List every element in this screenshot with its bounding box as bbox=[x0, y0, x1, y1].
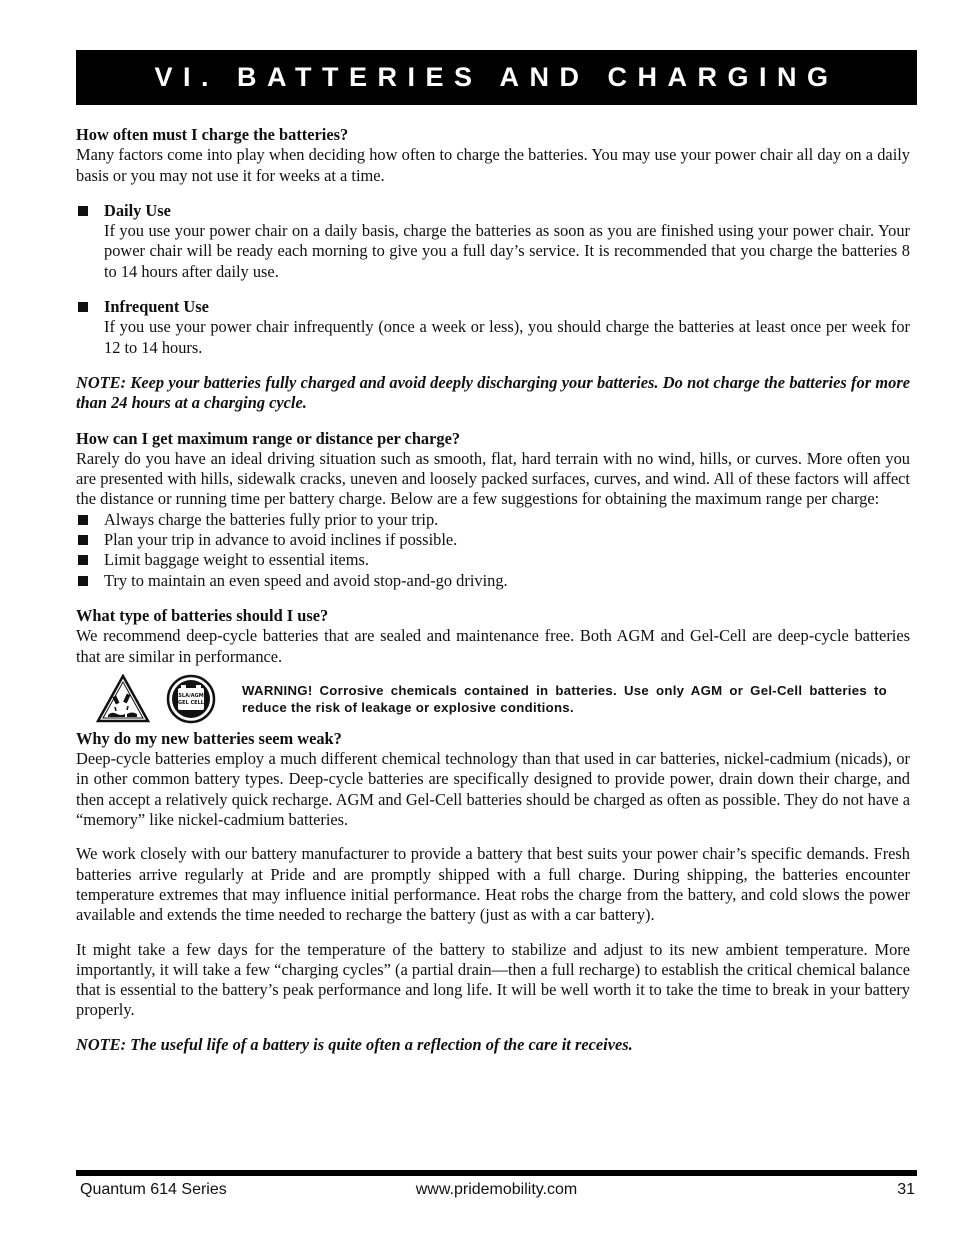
note-charging: NOTE: Keep your batteries fully charged and avoid deeply discharging your batteries. Do not charge the batteries for more than 24 hours at a charging cycle. bbox=[76, 372, 910, 413]
footer-website: www.pridemobility.com bbox=[415, 1181, 578, 1198]
section-title: VI. BATTERIES AND CHARGING bbox=[154, 62, 839, 93]
footer-product-name: Quantum 614 Series bbox=[80, 1181, 227, 1198]
square-bullet-icon bbox=[78, 206, 88, 216]
daily-use-block bbox=[76, 201, 910, 282]
question-battery-type: What type of batteries should I use? bbox=[76, 605, 329, 625]
range-suggestions-list bbox=[76, 510, 910, 591]
list-item: Always charge the batteries fully prior to your trip. bbox=[76, 510, 910, 530]
daily-use-title: Daily Use bbox=[104, 200, 171, 220]
corrosive-hazard-icon bbox=[96, 674, 150, 724]
paragraph-charge-frequency: Many factors come into play when deciding how often to charge the batteries. You may use your power chair all day on a daily basis or you may not use it for weeks at a time. bbox=[76, 145, 910, 185]
page-content bbox=[76, 125, 910, 1055]
paragraph-weak-batteries-3: It might take a few days for the temperature of the battery to stabilize and adjust to its new ambient temperature. More importantly, it will take a few “charging cycles” (a partial drain—then a full recharge) to establish the critical chemical balance that is essential to the battery’s peak performance and long life. It will be well worth it to take the time to break in your battery properly. bbox=[76, 939, 910, 1020]
paragraph-weak-batteries-2: We work closely with our battery manufacturer to provide a battery that best suits your power chair’s specific demands. Fresh batteries arrive regularly at Pride and are promptly shipped with a full charge. During shipping, the batteries encounter temperature extremes that may influence initial performance. Heat robs the charge from the battery, and cold slows the power available and extends the time needed to recharge the battery (just as with a car battery). bbox=[76, 844, 910, 925]
question-max-range: How can I get maximum range or distance per charge? bbox=[76, 428, 461, 448]
warning-text: WARNING! Corrosive chemicals contained in batteries. Use only AGM or Gel-Cell batteries to reduce the risk of leakage or explosive conditions. bbox=[242, 682, 887, 715]
warning-block bbox=[76, 673, 910, 725]
daily-use-paragraph: If you use your power chair on a daily basis, charge the batteries as soon as you are finished using your power chair. Your power chair will be ready each morning to give you a full day’s service. It is recommended that you charge the batteries 8 to 14 hours after daily use. bbox=[104, 221, 910, 281]
page-number: 31 bbox=[897, 1181, 915, 1198]
infrequent-use-block bbox=[76, 297, 910, 358]
square-bullet-icon bbox=[78, 535, 88, 545]
section-title-banner bbox=[76, 50, 917, 105]
battery-icon-label-1: SLA/AGM bbox=[178, 692, 204, 699]
paragraph-weak-batteries-1: Deep-cycle batteries employ a much different chemical technology than that used in car batteries, nickel-cadmium (nicads), or in other common battery types. Deep-cycle batteries are specifically designed to provide power, drain down their charge, and then accept a relatively quick recharge. AGM and Gel-Cell batteries should be charged as often as possible. They do not have a “memory” like nickel-cadmium batteries. bbox=[76, 749, 910, 830]
list-item: Try to maintain an even speed and avoid stop-and-go driving. bbox=[76, 571, 910, 591]
list-item: Plan your trip in advance to avoid inclines if possible. bbox=[76, 530, 910, 550]
question-weak-batteries: Why do my new batteries seem weak? bbox=[76, 728, 342, 748]
infrequent-use-title: Infrequent Use bbox=[104, 297, 209, 317]
footer-divider bbox=[76, 1170, 917, 1176]
square-bullet-icon bbox=[78, 555, 88, 565]
note-battery-life: NOTE: The useful life of a battery is quite often a reflection of the care it receives. bbox=[76, 1034, 633, 1054]
warning-icons bbox=[76, 674, 242, 724]
paragraph-battery-type: We recommend deep-cycle batteries that are sealed and maintenance free. Both AGM and Gel-Cell are deep-cycle batteries that are similar in performance. bbox=[76, 626, 910, 666]
question-charge-frequency: How often must I charge the batteries? bbox=[76, 125, 349, 144]
square-bullet-icon bbox=[78, 302, 88, 312]
list-item: Limit baggage weight to essential items. bbox=[76, 550, 910, 570]
infrequent-use-paragraph: If you use your power chair infrequently (once a week or less), you should charge the batteries at least once per week for 12 to 14 hours. bbox=[104, 317, 910, 357]
paragraph-max-range: Rarely do you have an ideal driving situation such as smooth, flat, hard terrain with no wind, hills, or curves. More often you are presented with hills, sidewalk cracks, uneven and loosely packed surfaces, curves, and wind. All of these factors will affect the distance or running time per battery charge. Below are a few suggestions for obtaining the maximum range per charge: bbox=[76, 448, 910, 509]
page-footer bbox=[76, 1180, 917, 1202]
battery-icon-label-2: GEL CELL bbox=[178, 699, 204, 706]
square-bullet-icon bbox=[78, 576, 88, 586]
sla-agm-gel-cell-battery-icon bbox=[166, 674, 216, 724]
square-bullet-icon bbox=[78, 515, 88, 525]
